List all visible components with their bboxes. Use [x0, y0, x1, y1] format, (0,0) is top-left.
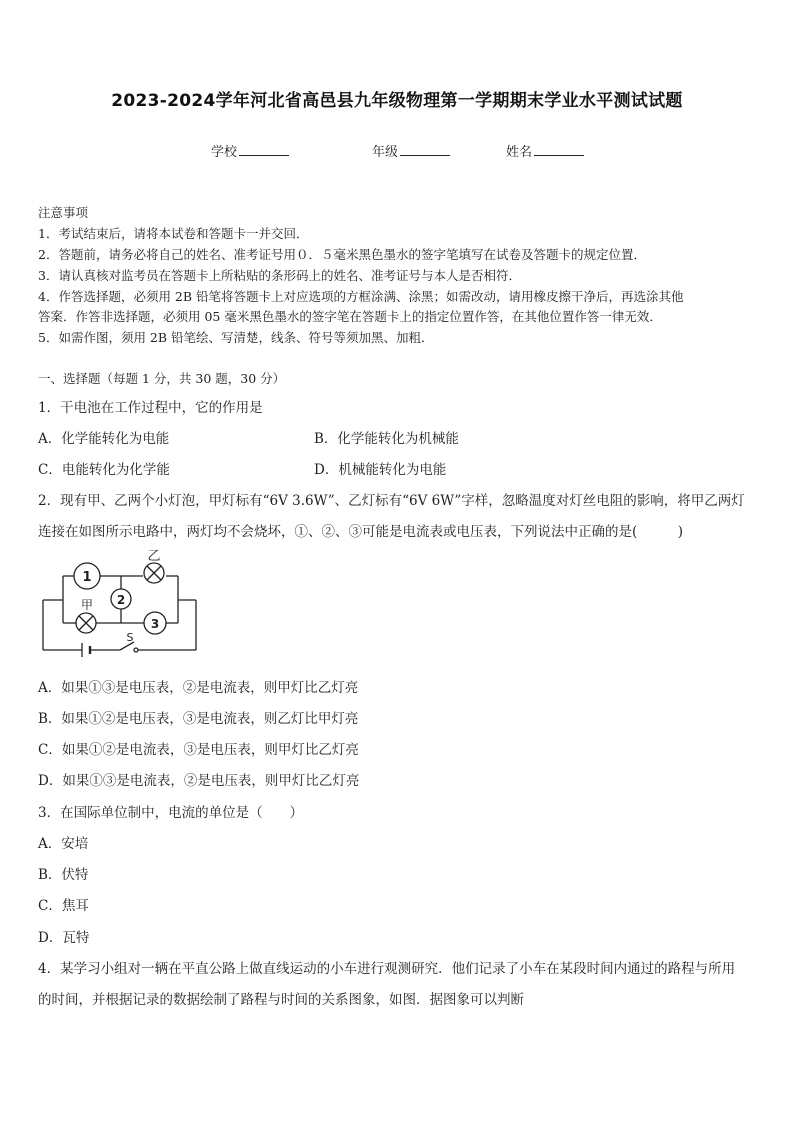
q3-option-b[interactable]: B．伏特	[38, 867, 89, 883]
school-label: 学校	[211, 145, 238, 160]
q3-option-a[interactable]: A．安培	[38, 836, 89, 852]
meter-2-label: 2	[116, 593, 126, 607]
name-field[interactable]	[506, 141, 584, 160]
notice-item-2: 2．答题前，请务必将自己的姓名、准考证号用０．５毫米黑色墨水的签字笔填写在试卷及答题卡的规定位置．	[38, 247, 646, 262]
q1-option-b[interactable]: B．化学能转化为机械能	[314, 431, 459, 447]
meter-3-label: 3	[150, 617, 160, 631]
name-blank[interactable]	[534, 143, 584, 156]
grade-field[interactable]	[372, 141, 450, 160]
notice-item-3: 3．请认真核对监考员在答题卡上所粘贴的条形码上的姓名、准考证号与本人是否相符．	[38, 268, 521, 283]
grade-blank[interactable]	[400, 143, 450, 156]
exam-title: 2023-2024学年河北省高邑县九年级物理第一学期期末学业水平测试试题	[111, 91, 683, 111]
lamp-yi-label: 乙	[147, 549, 161, 564]
q1-option-c[interactable]: C．电能转化为化学能	[38, 462, 170, 478]
q2-option-d[interactable]: D．如果①③是电流表，②是电压表，则甲灯比乙灯亮	[38, 773, 360, 789]
q1-option-d[interactable]: D．机械能转化为电能	[314, 462, 447, 478]
section-heading: 一、选择题（每题 1 分，共 30 题，30 分）	[38, 371, 286, 386]
q4-stem-line1: 4．某学习小组对一辆在平直公路上做直线运动的小车进行观测研究．他们记录了小车在某段时间内通过的路程与所用	[38, 961, 736, 977]
notice-item-1: 1．考试结束后，请将本试卷和答题卡一并交回．	[38, 226, 309, 241]
q2-option-a[interactable]: A．如果①③是电压表，②是电流表，则甲灯比乙灯亮	[38, 680, 359, 696]
q2-option-c[interactable]: C．如果①②是电流表，③是电压表，则甲灯比乙灯亮	[38, 742, 359, 758]
q2-stem-line1: 2．现有甲、乙两个小灯泡，甲灯标有“6V 3.6W”、乙灯标有“6V 6W”字样，忽略温度对灯丝电阻的影响，将甲乙两灯	[38, 493, 745, 509]
notice-heading: 注意事项	[38, 205, 89, 220]
q3-option-c[interactable]: C．焦耳	[38, 898, 89, 914]
notice-item-4-cont: 答案．作答非选择题，必须用 05 毫米黑色墨水的签字笔在答题卡上的指定位置作答，在其他位置作答一律无效．	[38, 309, 662, 324]
q4-stem-line2: 的时间，并根据记录的数据绘制了路程与时间的关系图象，如图．据图象可以判断	[38, 992, 524, 1008]
school-field[interactable]	[211, 141, 289, 160]
school-blank[interactable]	[239, 143, 289, 156]
switch-label: S	[126, 631, 134, 644]
name-label: 姓名	[506, 145, 533, 160]
lamp-jia-label: 甲	[80, 598, 94, 612]
q3-stem: 3．在国际单位制中，电流的单位是（ ）	[38, 805, 304, 821]
q1-option-a[interactable]: A．化学能转化为电能	[38, 431, 170, 447]
q2-option-b[interactable]: B．如果①②是电压表，③是电流表，则乙灯比甲灯亮	[38, 711, 359, 727]
q1-stem: 1．干电池在工作过程中，它的作用是	[38, 400, 263, 416]
q2-circuit-diagram	[38, 545, 203, 665]
notice-item-5: 5．如需作图，须用 2B 铅笔绘、写清楚，线条、符号等须加黑、加粗．	[38, 330, 434, 345]
q2-stem-line2: 连接在如图所示电路中，两灯均不会烧坏，①、②、③可能是电流表或电压表，下列说法中正确的是( )	[38, 524, 684, 540]
q3-option-d[interactable]: D．瓦特	[38, 930, 90, 946]
grade-label: 年级	[372, 145, 399, 160]
notice-item-4: 4．作答选择题，必须用 2B 铅笔将答题卡上对应选项的方框涂满、涂黑；如需改动，请用橡皮擦干净后，再选涂其他	[38, 289, 684, 304]
meter-1-label: 1	[82, 570, 92, 585]
